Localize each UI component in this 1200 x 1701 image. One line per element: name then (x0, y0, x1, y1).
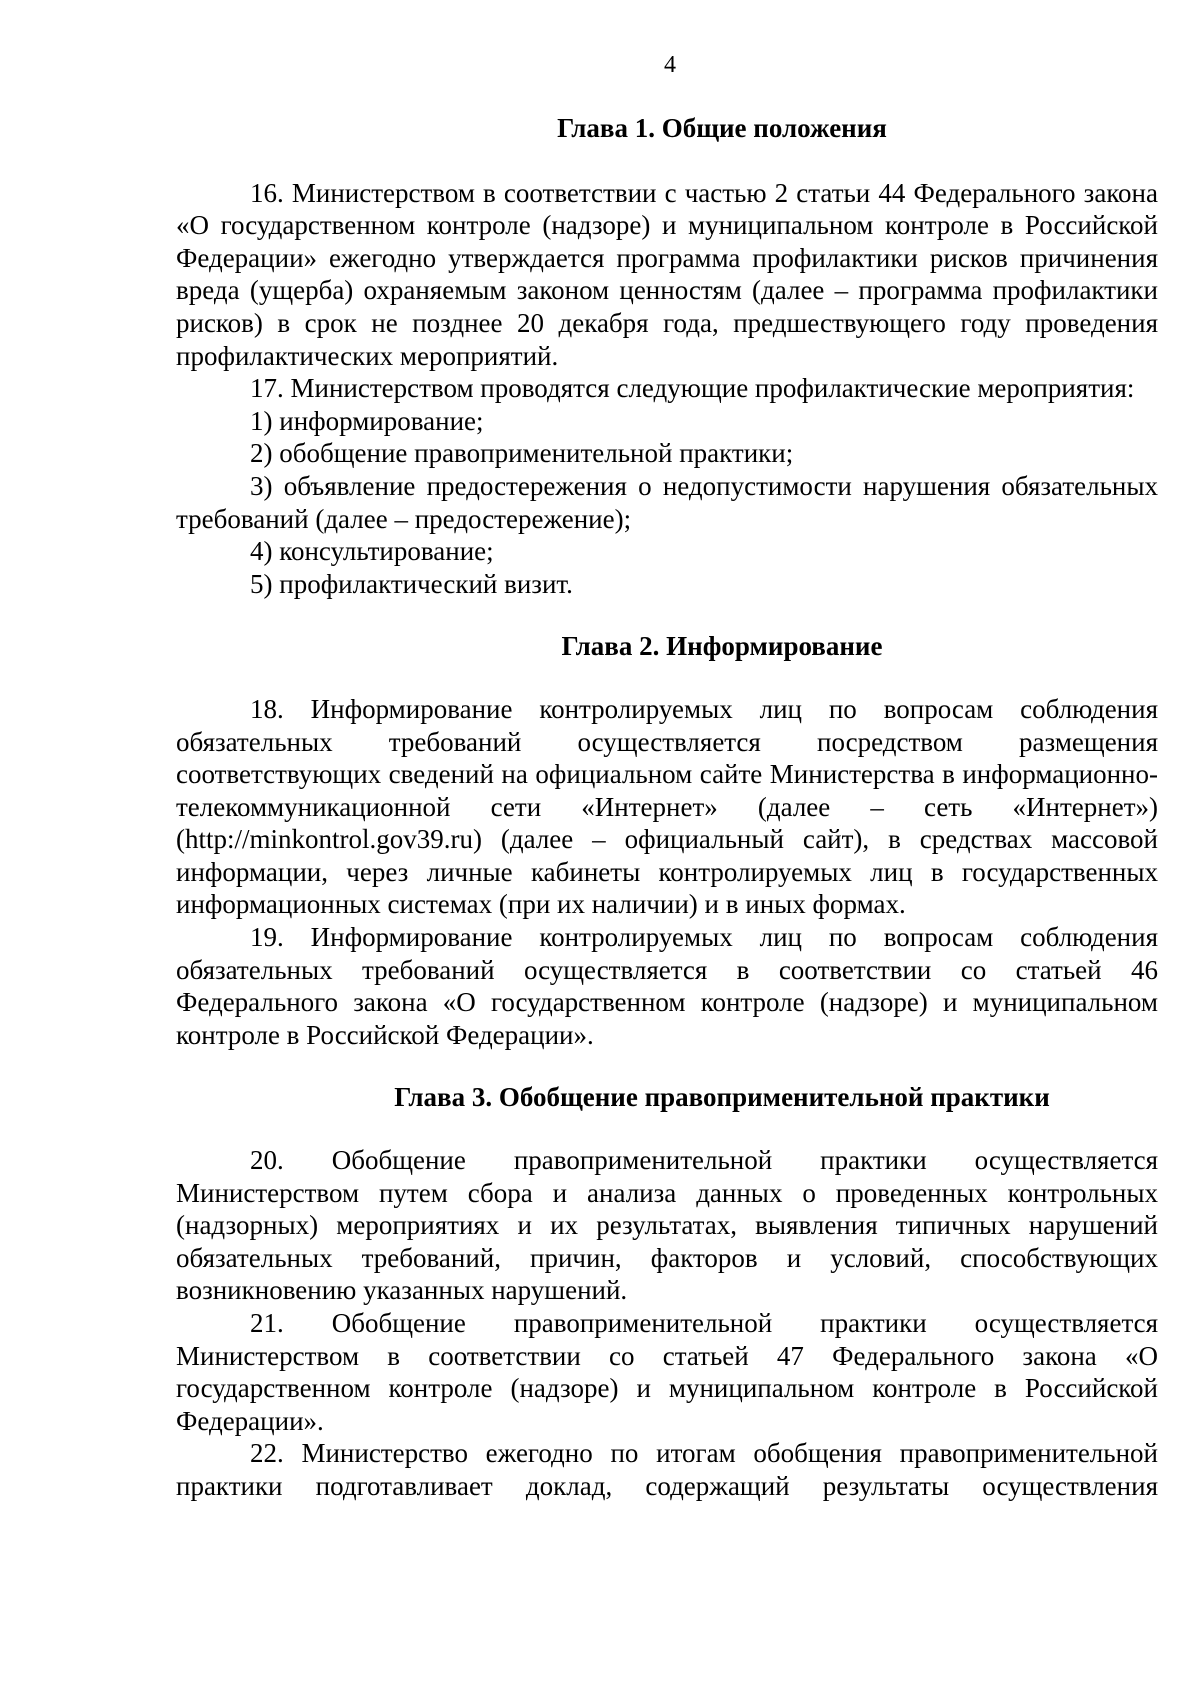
list-item-5: 5) профилактический визит. (250, 568, 573, 599)
list-item-2: 2) обобщение правоприменительной практики; (250, 438, 794, 469)
paragraph-17: 17. Министерством проводятся следующие профилактические мероприятия: (250, 373, 1135, 404)
chapter-3-heading: Глава 3. Обобщение правоприменительной практики (394, 1082, 1050, 1113)
paragraph-21: 21. Обобщение правоприменительной практики осуществляется Министерством в соответствии со статьей 47 Федерального закона «О государственном контроле (надзоре) и муниципальном контроле в Российской Федерации». (176, 1308, 1158, 1436)
paragraph-22: 22. Министерство ежегодно по итогам обобщения правоприменительной практики подготавливает доклад, содержащий результаты осуществления (176, 1438, 1158, 1501)
page-number: 4 (664, 52, 676, 78)
chapter-2-heading: Глава 2. Информирование (561, 631, 883, 662)
list-item-4: 4) консультирование; (250, 536, 494, 567)
chapter-1-heading: Глава 1. Общие положения (557, 113, 887, 143)
list-item-3: 3) объявление предостережения о недопустимости нарушения обязательных требований (далее – предостережение); (176, 470, 1158, 534)
list-item-1: 1) информирование; (250, 405, 484, 436)
paragraph-20: 20. Обобщение правоприменительной практики осуществляется Министерством путем сбора и анализа данных о проведенных контрольных (надзорных) мероприятиях и их результатах, выявления типичных нарушений обязательных требований, причин, факторов и условий, способствующих возникновению указанных нарушений. (176, 1145, 1158, 1306)
document-body (176, 112, 1158, 1503)
paragraph-16: 16. Министерством в соответствии с частью 2 статьи 44 Федерального закона «О государственном контроле (надзоре) и муниципальном контроле в Российской Федерации» ежегодно утверждается программа профилактики рисков причинения вреда (ущерба) охраняемым законом ценностям (далее – программа профилактики рисков) в срок не позднее 20 декабря года, предшествующего году проведения профилактических мероприятий. (176, 177, 1158, 371)
paragraph-18: 18. Информирование контролируемых лиц по вопросам соблюдения обязательных требований осуществляется посредством размещения соответствующих сведений на официальном сайте Министерства в информационно-телекоммуникационной сети «Интернет» (далее – сеть «Интернет») (http://minkontrol.gov39.ru) (далее – официальный сайт), в средствах массовой информации, через личные кабинеты контролируемых лиц в государственных информационных системах (при их наличии) и в иных формах. (176, 693, 1158, 920)
paragraph-19: 19. Информирование контролируемых лиц по вопросам соблюдения обязательных требований осуществляется в соответствии со статьей 46 Федерального закона «О государственном контроле (надзоре) и муниципальном контроле в Российской Федерации». (176, 922, 1158, 1050)
